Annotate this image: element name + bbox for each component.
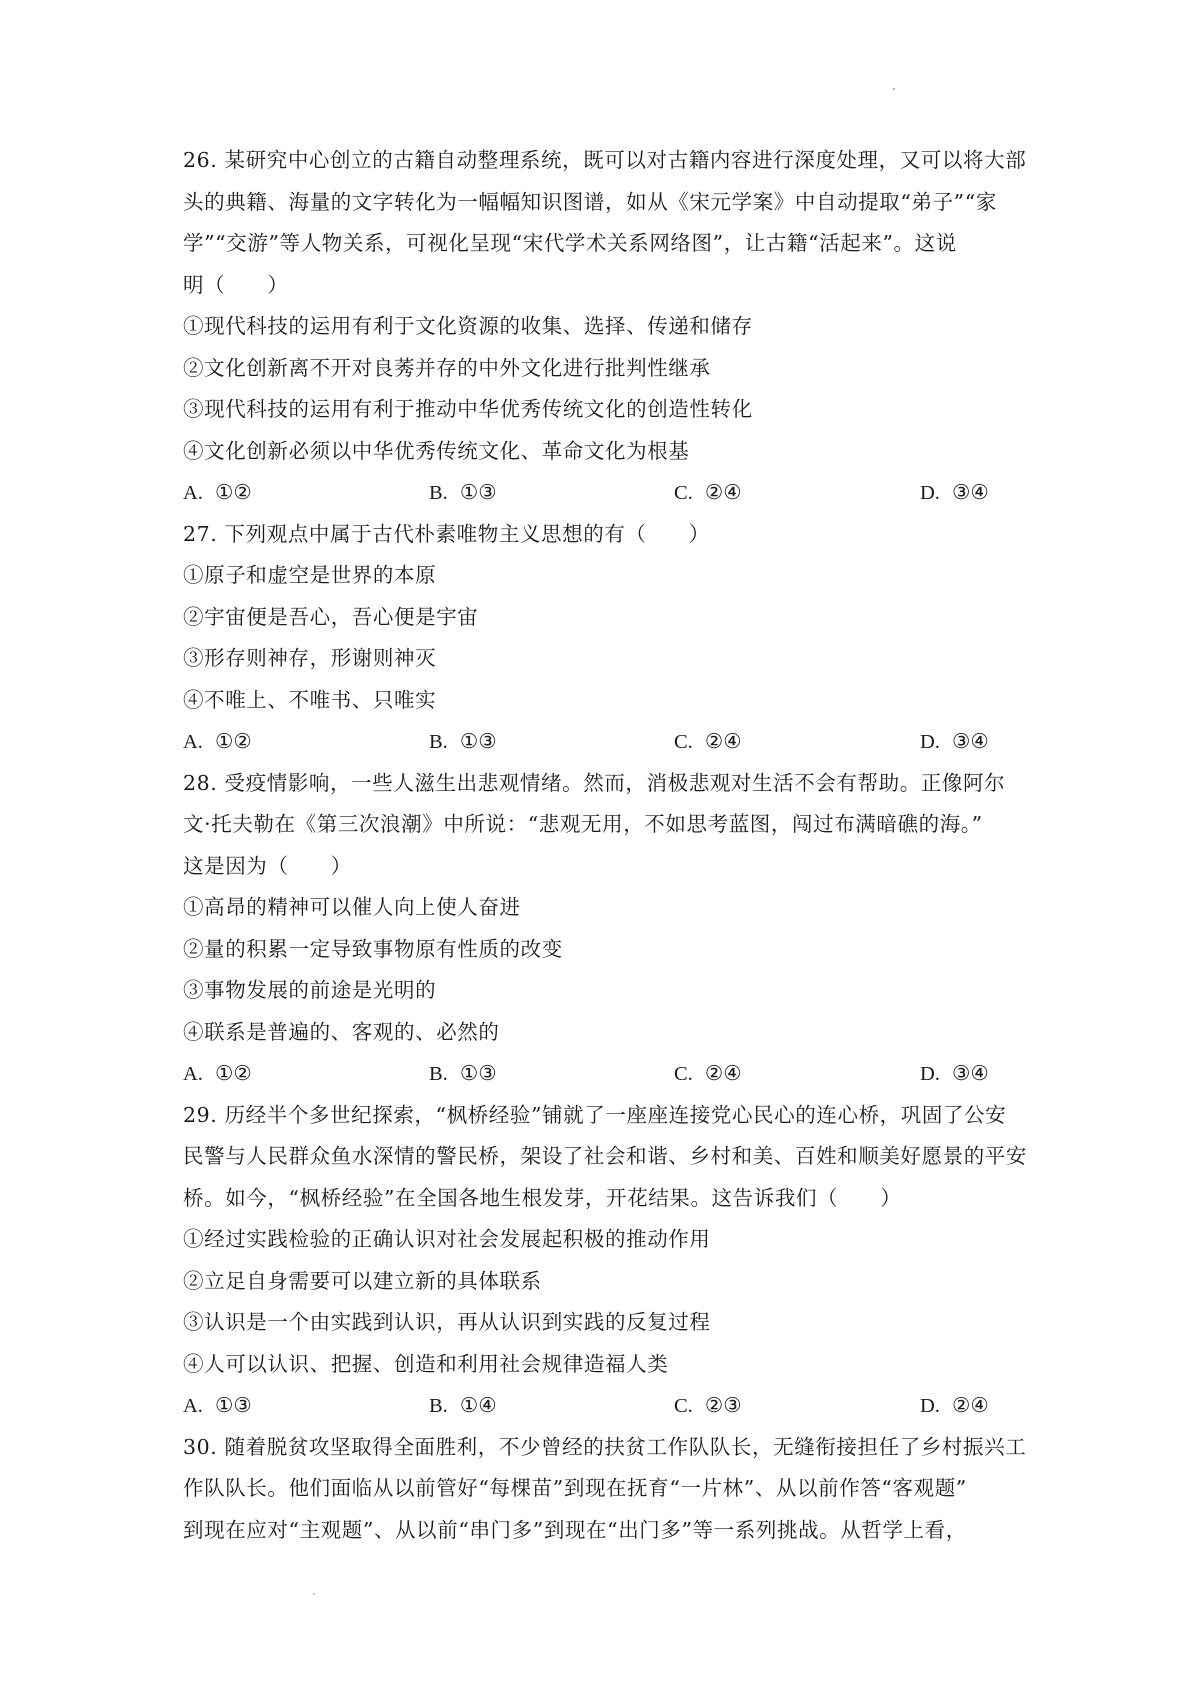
statement-item: ③现代科技的运用有利于推动中华优秀传统文化的创造性转化 xyxy=(183,397,753,421)
question-stem-line: 头的典籍、海量的文字转化为一幅幅知识图谱，如从《宋元学案》中自动提取“弟子”“家 xyxy=(183,189,997,214)
option-letter: A. xyxy=(183,482,203,504)
statement-item: ④人可以认识、把握、创造和利用社会规律造福人类 xyxy=(183,1351,669,1376)
question-stem-line: 29. 历经半个多世纪探索，“枫桥经验”铺就了一座座连接党心民心的连心桥，巩固了公安 xyxy=(183,1102,1007,1127)
option-text: ①② xyxy=(214,729,252,753)
answer-option[interactable] xyxy=(674,472,742,515)
answer-option[interactable] xyxy=(674,721,742,764)
answer-options xyxy=(183,472,1033,514)
statement-item: ①原子和虚空是世界的本原 xyxy=(183,563,437,587)
scan-speck-top xyxy=(893,88,895,90)
option-letter: D. xyxy=(920,731,940,753)
statement-item: ③事物发展的前途是光明的 xyxy=(183,978,437,1002)
statement-item: ②文化创新离不开对良莠并存的中外文化进行批判性继承 xyxy=(183,355,711,380)
statement-item: ①经过实践检验的正确认识对社会发展起积极的推动作用 xyxy=(183,1227,711,1251)
statement-item: ②量的积累一定导致事物原有性质的改变 xyxy=(183,936,563,961)
answer-options xyxy=(183,1385,1033,1427)
option-letter: B. xyxy=(429,1063,448,1085)
question-28 xyxy=(183,763,1033,1095)
option-text: ①③ xyxy=(459,729,497,753)
answer-option[interactable] xyxy=(674,1385,742,1428)
scan-speck-bottom xyxy=(313,1593,315,1595)
option-letter: C. xyxy=(674,1395,693,1417)
answer-option[interactable] xyxy=(920,721,989,764)
answer-option[interactable] xyxy=(183,721,252,764)
option-text: ①③ xyxy=(459,480,497,504)
option-letter: D. xyxy=(920,482,940,504)
option-letter: D. xyxy=(920,1395,940,1417)
option-letter: C. xyxy=(674,1063,693,1085)
statement-item: ①高昂的精神可以催人向上使人奋进 xyxy=(183,895,521,919)
question-stem-line: 文·托夫勒在《第三次浪潮》中所说：“悲观无用，不如思考蓝图，闯过布满暗礁的海。” xyxy=(183,812,983,836)
answer-option[interactable] xyxy=(920,1053,989,1096)
statement-item: ③形存则神存，形谢则神灭 xyxy=(183,646,437,670)
option-letter: C. xyxy=(674,482,693,504)
option-text: ②④ xyxy=(951,1393,989,1417)
question-stem-line: 到现在应对“主观题”、从以前“串门多”到现在“出门多”等一系列挑战。从哲学上看， xyxy=(183,1517,967,1542)
question-stem-line: 28. 受疫情影响，一些人滋生出悲观情绪。然而，消极悲观对生活不会有帮助。正像阿尔 xyxy=(183,770,1006,795)
answer-option[interactable] xyxy=(674,1053,742,1096)
answer-option[interactable] xyxy=(183,1053,252,1096)
question-26 xyxy=(183,140,1033,514)
answer-option[interactable] xyxy=(429,721,497,764)
statement-item: ②宇宙便是吾心，吾心便是宇宙 xyxy=(183,604,479,629)
option-text: ①② xyxy=(214,480,252,504)
question-stem-line: 作队队长。他们面临从以前管好“每棵苗”到现在抚育“一片林”、从以前作答“客观题” xyxy=(183,1476,967,1500)
answer-option[interactable] xyxy=(183,1385,252,1428)
question-stem-line: 学”“交游”等人物关系，可视化呈现“宋代学术关系网络图”，让古籍“活起来”。这说 xyxy=(183,231,957,255)
answer-option[interactable] xyxy=(429,1385,497,1428)
question-29 xyxy=(183,1095,1033,1427)
question-27 xyxy=(183,514,1033,763)
option-letter: C. xyxy=(674,731,693,753)
answer-option[interactable] xyxy=(429,472,497,515)
option-letter: A. xyxy=(183,1395,203,1417)
option-text: ③④ xyxy=(951,480,989,504)
answer-option[interactable] xyxy=(429,1053,497,1096)
answer-options xyxy=(183,721,1033,763)
option-text: ①③ xyxy=(459,1061,497,1085)
option-letter: A. xyxy=(183,731,203,753)
option-text: ②③ xyxy=(704,1393,742,1417)
question-stem-line: 这是因为（ ） xyxy=(183,853,352,878)
answer-option[interactable] xyxy=(183,472,252,515)
answer-options xyxy=(183,1053,1033,1095)
option-text: ②④ xyxy=(704,480,742,504)
statement-item: ①现代科技的运用有利于文化资源的收集、选择、传递和储存 xyxy=(183,314,753,338)
question-stem-line: 30. 随着脱贫攻坚取得全面胜利，不少曾经的扶贫工作队队长，无缝衔接担任了乡村振兴工 xyxy=(183,1434,1027,1459)
answer-option[interactable] xyxy=(920,1385,989,1428)
option-text: ②④ xyxy=(704,729,742,753)
option-letter: B. xyxy=(429,1395,448,1417)
option-letter: B. xyxy=(429,482,448,504)
option-text: ①③ xyxy=(214,1393,252,1417)
question-stem-line: 桥。如今，“枫桥经验”在全国各地生根发芽，开花结果。这告诉我们（ ） xyxy=(183,1185,902,1210)
statement-item: ④文化创新必须以中华优秀传统文化、革命文化为根基 xyxy=(183,438,690,463)
question-stem-line: 26. 某研究中心创立的古籍自动整理系统，既可以对古籍内容进行深度处理，又可以将大部 xyxy=(183,148,1027,172)
option-text: ③④ xyxy=(951,1061,989,1085)
statement-item: ④联系是普遍的、客观的、必然的 xyxy=(183,1019,500,1044)
question-stem-line: 27. 下列观点中属于古代朴素唯物主义思想的有（ ） xyxy=(183,521,710,546)
question-stem-line: 民警与人民群众鱼水深情的警民桥，架设了社会和谐、乡村和美、百姓和顺美好愿景的平安 xyxy=(183,1144,1027,1168)
option-text: ③④ xyxy=(951,729,989,753)
statement-item: ②立足自身需要可以建立新的具体联系 xyxy=(183,1268,542,1293)
exam-page xyxy=(183,140,1033,1551)
option-text: ①④ xyxy=(459,1393,497,1417)
statement-item: ③认识是一个由实践到认识，再从认识到实践的反复过程 xyxy=(183,1310,711,1334)
option-letter: B. xyxy=(429,731,448,753)
question-stem-line: 明（ ） xyxy=(183,272,289,297)
statement-item: ④不唯上、不唯书、只唯实 xyxy=(183,687,437,712)
option-text: ①② xyxy=(214,1061,252,1085)
question-30 xyxy=(183,1427,1033,1552)
answer-option[interactable] xyxy=(920,472,989,515)
option-text: ②④ xyxy=(704,1061,742,1085)
option-letter: D. xyxy=(920,1063,940,1085)
option-letter: A. xyxy=(183,1063,203,1085)
